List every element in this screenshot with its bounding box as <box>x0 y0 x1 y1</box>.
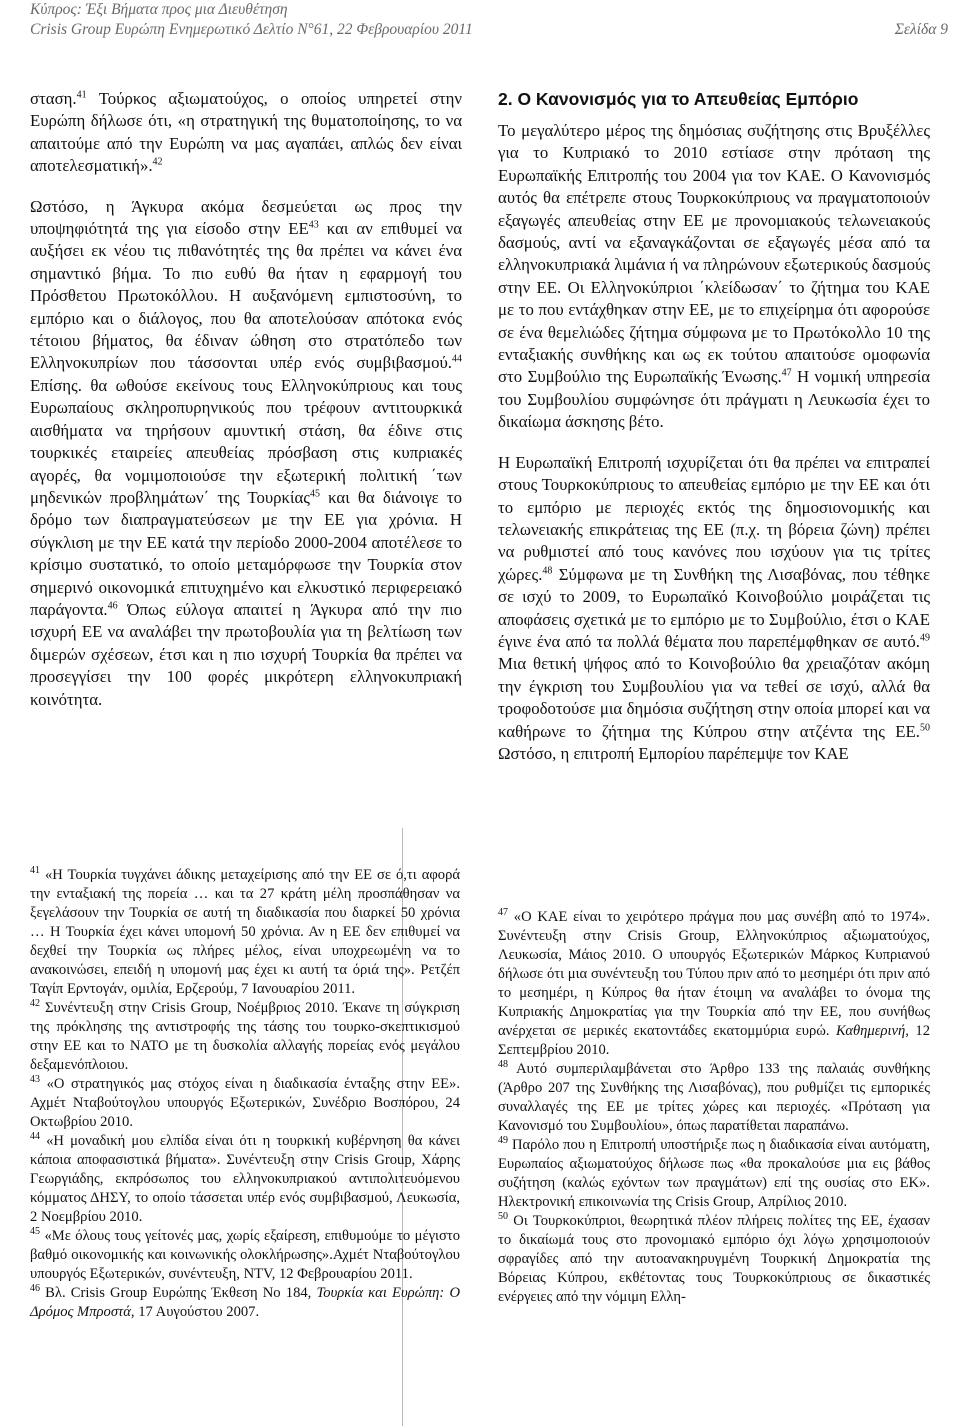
footnote-number: 46 <box>30 1283 40 1295</box>
footnote: $^{42}$ Συνέντευξη στην Crisis Group, Νοέμβριος 2010. Έκανε τη σύγκριση της πρόκλησης της αντιστροφής της τάσης του τουρκο-σκεπτικισμού στην ΕΕ και το ΝΑΤΟ με τη δυσκολία αλλαγής πορείας ενός μεγάλου δεξαμενόπλοιου. <box>30 998 460 1073</box>
footnote-number: 41 <box>30 865 40 877</box>
section-heading: 2. Ο Κανονισμός για το Απευθείας Εμπόριο <box>498 89 859 109</box>
footnote-ref[interactable]: 47 <box>781 367 792 379</box>
footnote: $^{50}$ Οι Τουρκοκύπριοι, θεωρητικά πλέον πλήρεις πολίτες της ΕΕ, έχασαν το δικαίωμά τους στο προνομιακό εμπόριο όχι λόγω χρησιμοποιούν σφραγίδες από την αυτοανακηρυγμένη Τουρκική Δημοκρατία της Βόρειας Κύπρου, εκθέτοντας τους Τουρκοκύπριους σε δικαστικές ενέργειες από την νόμιμη Ελλη- <box>498 1211 930 1305</box>
footnote: $^{47}$ «Ο ΚΑΕ είναι το χειρότερο πράγμα που μας συνέβη από το 1974». Συνέντευξη στην Crisis Group, Ελληνοκύπριος αξιωματούχος, Λευκωσία, Μάιος 2010. Ο υπουργός Εξωτερικών Μάρκος Κυπριανού δήλωσε ότι μια συνέντευξη του Τύπου πριν από το μεσημέρι ότι πριν από το μεσημέρι, η Κύπρος θα ήταν έτοιμη να αναλάβει το όνομα της Κυπριακής Δημοκρατίας για την Τουρκία από την ΕΕ, που συνήθως ανέρχεται σε μερικές εκατοντάδες εκατομμύρια ευρώ. Καθημερινή, 12 Σεπτεμβρίου 2010. <box>498 907 930 1058</box>
header-line <box>30 20 948 40</box>
paragraph: Ωστόσο, η Άγκυρα ακόμα δεσμεύεται ως προς την υποψηφιότητά της για είσοδο στην ΕΕ$^{43}$ και αν επιθυμεί να αυξήσει εκ νέου τις πιθανότητές της θα πρέπει να κάνει ένα σημαντικό βήμα. Το πιο ευθύ θα ήταν η εφαρμογή του Πρόσθετου Πρωτοκόλλου. Η αυξανόμενη εμπιστοσύνη, το εμπόριο και ο διάλογος, που θα αποτελούσαν απότοκα ενός τέτοιου βήματος, θα έδιναν ώθηση στο στρατόπεδο των Ελληνοκυπρίων που τάσσονται υπέρ ενός συμβιβασμού.$^{44}$ Επίσης. θα ωθούσε εκείνους τους Ελληνοκύπριους και τους Ευρωπαίους σκληροπυρηνικούς που τρέφουν αντιτουρκικά αισθήματα να τηρήσουν αμυντική στάση, θα έδινε στις τουρκικές εταιρείες απευθείας πρόσβαση στις κυπριακές αγορές, θα νομιμοποιούσε την εξωτερική πολιτική ΄των μηδενικών προβλημάτων΄ της Τουρκίας$^{45}$ και θα διάνοιγε το δρόμο των διαπραγματεύσεων με την ΕΕ για χρόνια. Η σύγκλιση με την ΕΕ κατά την περίοδο 2000-2004 αποτέλεσε το κρίσιμο συστατικό, το οποίο μεταμόρφωσε την Τουρκία στον σημερινό οικονομικά επιτυχημένο και ελκυστικό περιφερειακό παράγοντα.$^{46}$ Όπως εύλογα απαιτεί η Άγκυρα από την πιο ισχυρή ΕΕ να αναλάβει την πρωτοβουλία για τη βελτίωση των διμερών σχέσεων, έτσι και η πιο ισχυρή Τουρκία θα πρέπει να προσεγγίσει την 100 φορές μικρότερη ελληνοκυπριακή κοινότητα. <box>30 196 463 709</box>
footnote-number: 44 <box>30 1131 40 1143</box>
paragraph: Η Ευρωπαϊκή Επιτροπή ισχυρίζεται ότι θα πρέπει να επιτραπεί στους Τουρκοκύπριους το απευθείας εμπόριο με την ΕΕ και ότι το εμπόριο με περιοχές εκτός της δημοσιονομικής και τελωνειακής επικράτειας της ΕΕ (π.χ. τη βόρεια ζώνη) πρέπει να ρυθμιστεί από τους κανόνες που ισχύουν για τις τρίτες χώρες.$^{48}$ Σύμφωνα με τη Συνθήκη της Λισαβόνας, που τέθηκε σε ισχύ το 2009, το Ευρωπαϊκό Κοινοβούλιο μοιράζεται τις αποφάσεις σχετικά με το εμπόριο με το Συμβούλιο, έτσι ο ΚΑΕ έγινε ένα από τα πολλά θέματα που παρεπέμφθηκαν σε αυτό.$^{49}$ Μια θετική ψήφος από το Κοινοβούλιο θα χρειαζόταν ακόμη την έγκριση του Συμβουλίου για να τεθεί σε ισχύ, αλλά θα τροφοδοτούσε μια δημόσια συζήτηση στην οποία μπορεί και να καθήρωνε το ζήτημα της Κύπρου στην ατζέντα της ΕΕ.$^{50}$ Ωστόσο, η επιτροπή Εμπορίου παρέπεμψε τον ΚΑΕ <box>498 452 930 763</box>
footnote-ref[interactable]: 49 <box>920 632 930 644</box>
footnote-number: 50 <box>498 1211 508 1223</box>
footnote-ref[interactable]: 45 <box>309 488 320 500</box>
footnote-number: 45 <box>30 1226 40 1238</box>
page-header <box>30 0 948 48</box>
footnote-number: 47 <box>498 907 508 919</box>
footnote-ref[interactable]: 42 <box>152 156 163 168</box>
footnote-ref[interactable]: 50 <box>920 721 930 733</box>
footnote: $^{44}$ «Η μοναδική μου ελπίδα είναι ότι η τουρκική κυβέρνηση θα κάνει κάποια αποφασιστικά βήματα». Συνέντευξη στην Crisis Group, Χάρης Γεωργιάδης, εκπρόσωπος του ελληνοκυπριακού αντιπολιτευόμενου κόμματος ΔΗΣΥ, το οποίο τάσσεται υπέρ ενός συμβιβασμού, Λευκωσία, 2 Νοεμβρίου 2010. <box>30 1131 460 1225</box>
footnote-ref[interactable]: 48 <box>542 565 553 577</box>
paragraph: Το μεγαλύτερο μέρος της δημόσιας συζήτησης στις Βρυξέλλες για το Κυπριακό το 2010 εστίασε στην πρόταση της Ευρωπαϊκής Επιτροπής του 2004 για τον ΚΑΕ. Ο Κανονισμός αυτός θα επέτρεπε στους Τουρκοκύπριους να πραγματοποιούν εξαγωγές απευθείας στην ΕΕ με προνομιακούς τελωνειακούς δασμούς, αντί να εξαναγκάζονται σε εξαγωγές μέσα από τα ελληνοκυπριακά λιμάνια ή να πληρώνουν εξωτερικούς δασμούς στην ΕΕ. Οι Ελληνοκύπριοι ΄κλείδωσαν΄ το ζήτημα του ΚΑΕ με το που εντάχθηκαν στην ΕΕ, με το επιχείρημα ότι αφορούσε σε ένα θεμελιώδες ζήτημα σύμφωνα με το Πρωτόκολλο 10 της ενταξιακής συνθήκης και ως εκ τούτου απαιτούσε ομοφωνία στο Συμβούλιο της Ευρωπαϊκής Ένωσης.$^{47}$ Η νομική υπηρεσία του Συμβουλίου συμφώνησε ότι πράγματι η Λευκωσία έχει το δικαίωμα άσκησης βέτο. <box>498 121 930 432</box>
footnote: $^{46}$ Βλ. Crisis Group Ευρώπης Έκθεση Νο 184, Τουρκία και Ευρώπη: Ο Δρόμος Μπροστά, 17 Αυγούστου 2007. <box>30 1283 460 1320</box>
footnote-number: 49 <box>498 1135 508 1147</box>
footnotes-right <box>498 908 930 1307</box>
footnote: $^{45}$ «Με όλους τους γείτονές μας, χωρίς εξαίρεση, επιθυμούμε το μέγιστο βαθμό οικονομικής και κοινωνικής ολοκλήρωσης».Αχμέτ Νταβούτογλου υπουργός Εξωτερικών, συνέντευξη, NTV, 12 Φεβρουαρίου 2011. <box>30 1226 460 1282</box>
footnote-ref[interactable]: 44 <box>452 353 462 365</box>
report-title: Τουρκία και Ευρώπη: Ο Δρόμος Μπροστά <box>30 1285 460 1320</box>
footnotes-left <box>30 866 460 1322</box>
footnote: $^{43}$ «Ο στρατηγικός μας στόχος είναι η διαδικασία ένταξης στην ΕΕ». Αχμέτ Νταβούτογλου υπουργός Εξωτερικών, Συνέδριο Βοσπόρου, 24 Οκτωβρίου 2010. <box>30 1074 460 1130</box>
right-column <box>498 88 930 765</box>
footnote-ref[interactable]: 46 <box>107 600 118 612</box>
document-title: Κύπρος: Έξι Βήματα προς μια Διευθέτηση <box>30 1 288 18</box>
footnote-ref[interactable]: 43 <box>308 219 319 231</box>
bulletin-reference: Crisis Group Ευρώπη Ενημερωτικό Δελτίο N°61, 22 Φεβρουαρίου 2011 <box>30 21 473 38</box>
footnote: $^{41}$ «Η Τουρκία τυγχάνει άδικης μεταχείρισης από την ΕΕ σε ό,τι αφορά την ενταξιακή της πορεία … και τα 27 κράτη μέλη προσπάθησαν να ξεγελάσουν την Τουρκία σε αυτή τη διαδικασία που διαρκεί 50 χρόνια … Η Τουρκία έχει κάνει υπομονή 50 χρόνια. Αν η ΕΕ δεν επιθυμεί να δεχθεί την Τουρκία ως πλήρες μέλος, είναι υποχρεωμένη να το ανακοινώσει, επειδή η υπομονή μας έχει κι αυτή τα όριά της». Ρετζέπ Ταγίπ Ερντογάν, ομιλία, Ερζερούμ, 7 Ιανουαρίου 2011. <box>30 865 460 997</box>
footnote-number: 48 <box>498 1059 508 1071</box>
footnote-ref[interactable]: 41 <box>76 89 87 101</box>
footnote-number: 43 <box>30 1074 40 1086</box>
left-column <box>30 88 462 711</box>
page-number: Σελίδα 9 <box>894 21 948 38</box>
paragraph: σταση.$^{41}$ Τούρκος αξιωματούχος, ο οποίος υπηρετεί στην Ευρώπη δήλωσε ότι, «η στρατηγική της θυματοποίησης, το να απαιτούμε από την Ευρώπη να μας αγαπάει, απλώς δεν είναι αποτελεσματική».$^{42}$ <box>30 89 462 176</box>
footnote: $^{49}$ Παρόλο που η Επιτροπή υποστήριξε πως η διαδικασία είναι αυτόματη, Ευρωπαίος αξιωματούχος δήλωσε πως «θα προκαλούσε μια εις βάθος συζήτηση (καλώς εχόντων των πραγμάτων) επί της ουσίας στο ΕΚ». Ηλεκτρονική επικοινωνία της Crisis Group, Απρίλιος 2010. <box>498 1135 930 1210</box>
footnote-number: 42 <box>30 998 40 1010</box>
footnote: $^{48}$ Αυτό συμπεριλαμβάνεται στο Άρθρο 133 της παλαιάς συνθήκης (Άρθρο 207 της Συνθήκης της Λισαβόνας), που ρυθμίζει τις εμπορικές συναλλαγές της ΕΕ με τρίτες χώρες και περιοχές. «Πρόταση για Κανονισμό του Συμβουλίου», όπως παρατίθεται παραπάνω. <box>498 1059 930 1134</box>
newspaper-name: Καθημερινή <box>836 1023 906 1039</box>
